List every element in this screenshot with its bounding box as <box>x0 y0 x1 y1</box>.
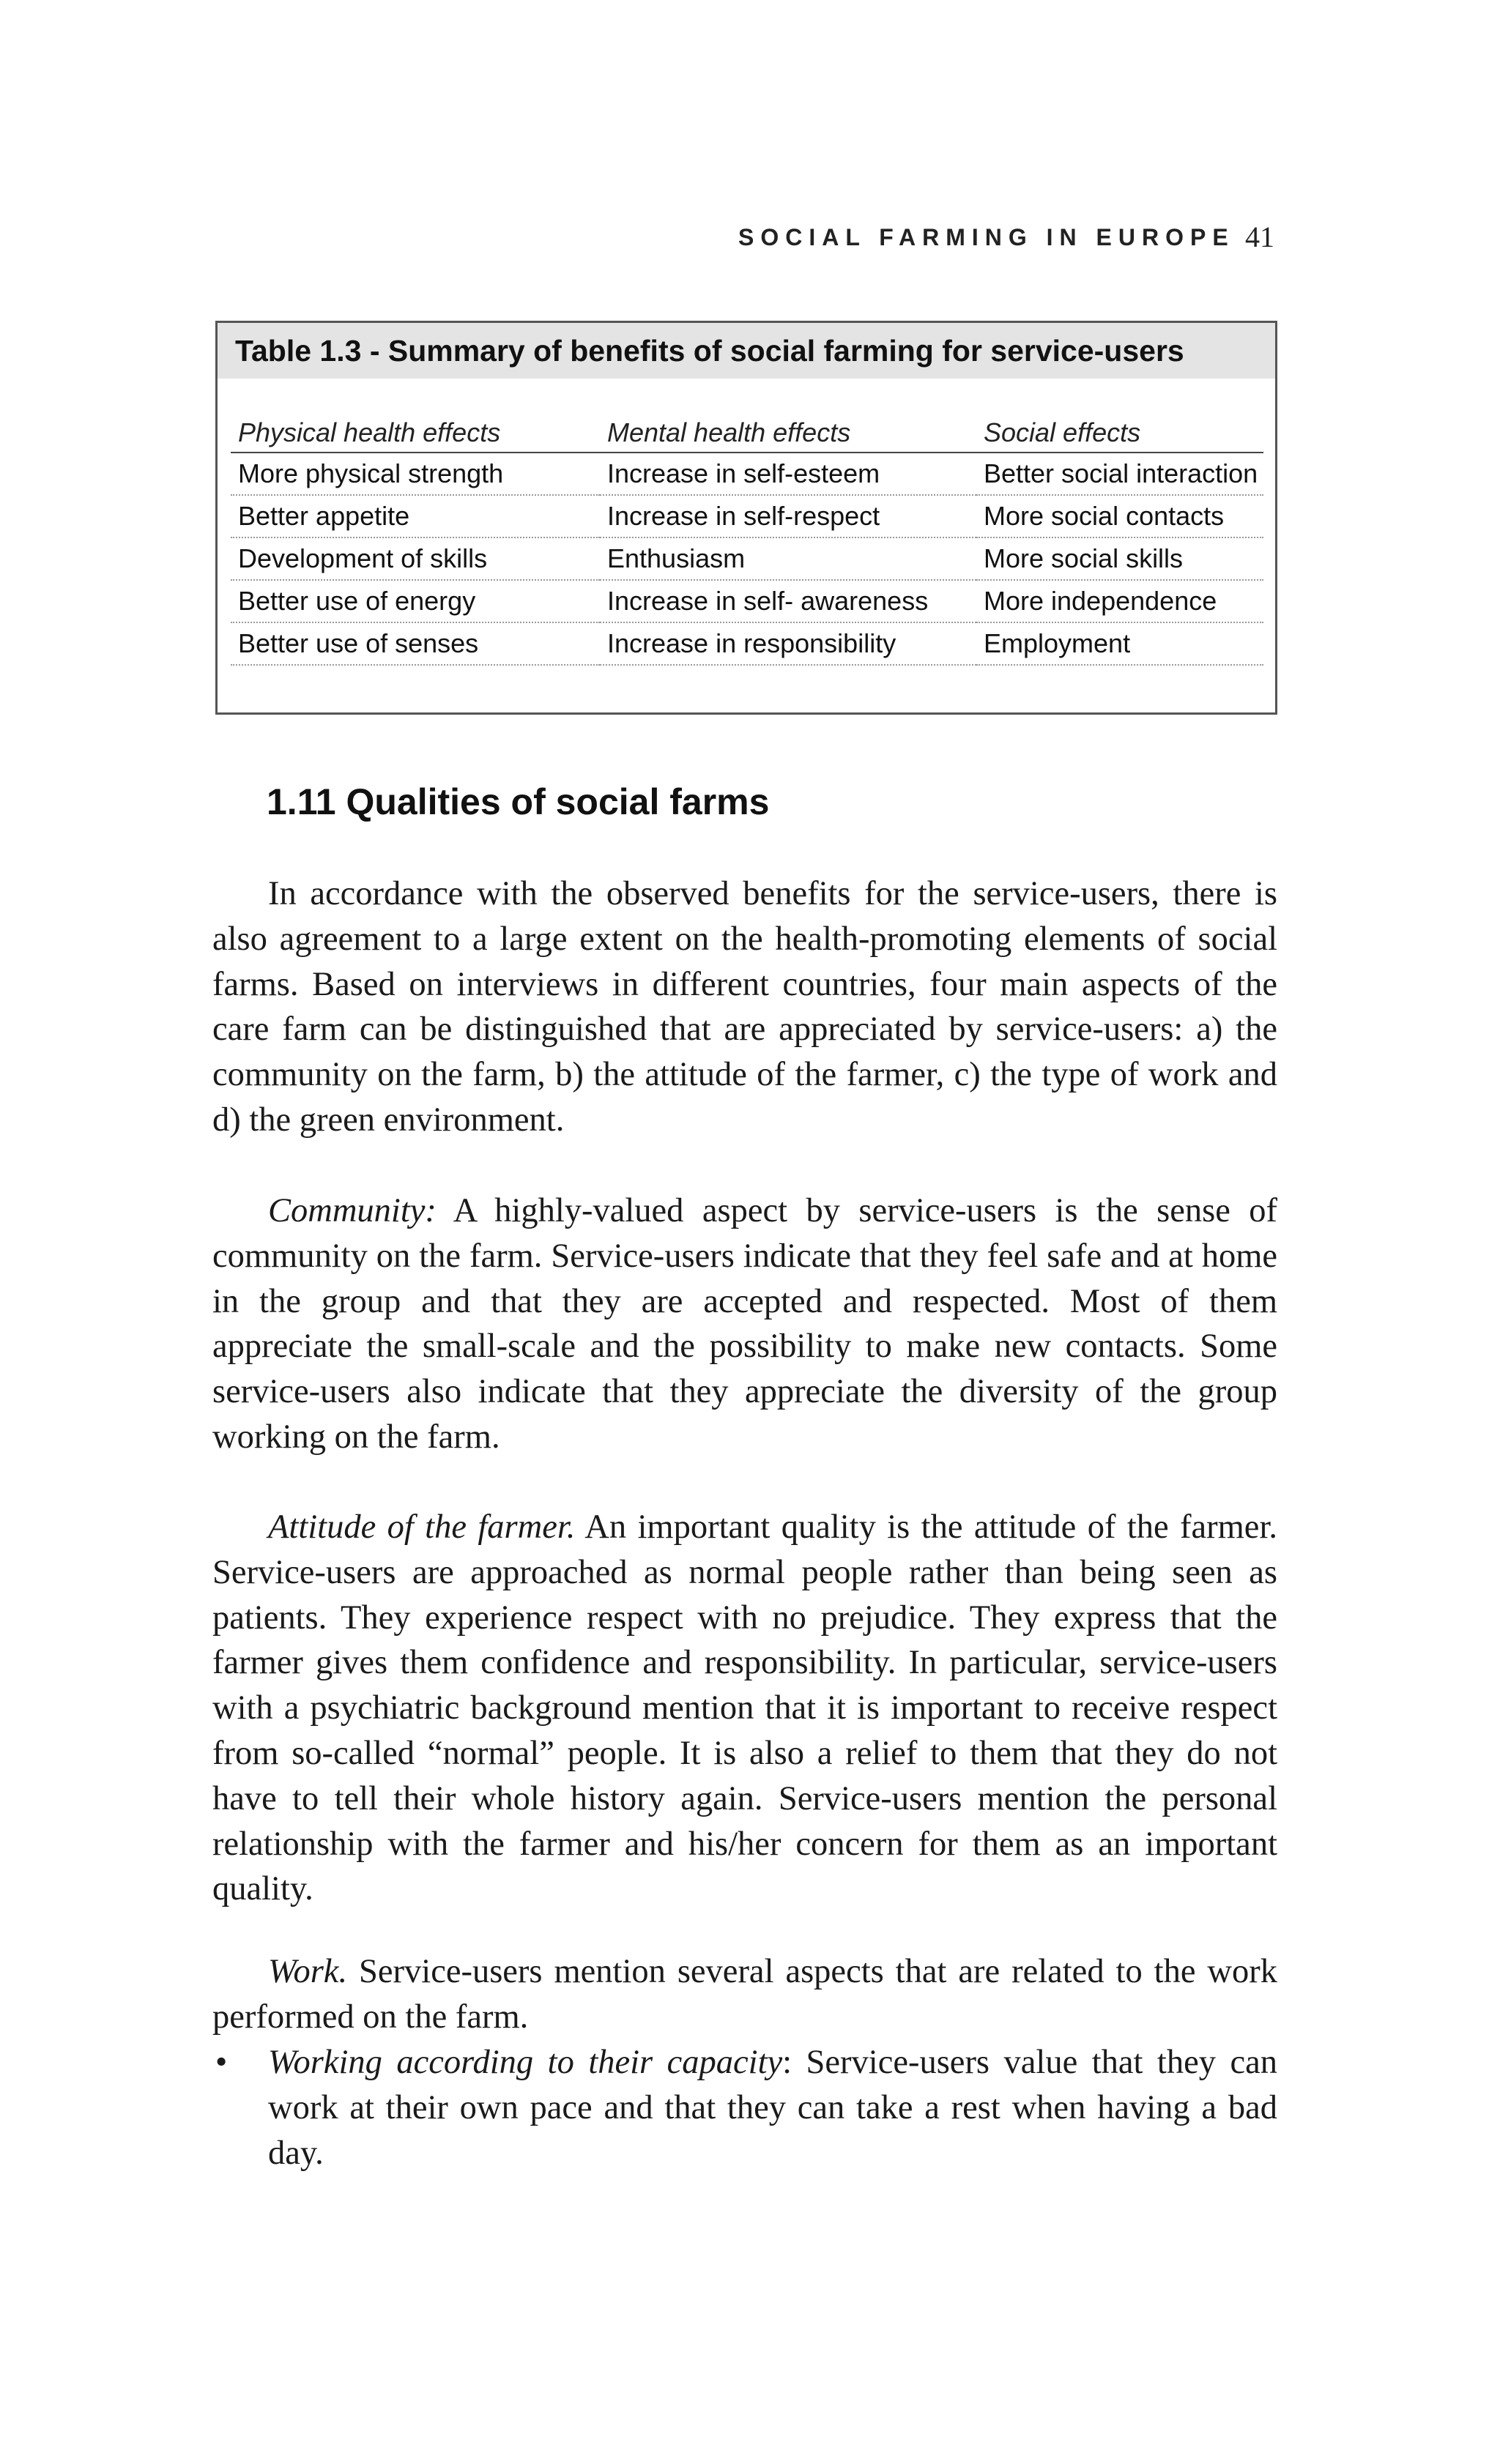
column-header: Mental health effects <box>600 414 976 453</box>
table-cell: Increase in self-respect <box>600 495 976 537</box>
work-text: Service-users mention several aspects that are related to the work performed on the farm. <box>212 1953 1277 2036</box>
community-lead: Community: <box>268 1192 437 1229</box>
bullet-text: : Service-users value that they can work at their own pace and that they can take a rest when having a bad day. <box>268 2044 1277 2172</box>
table-row <box>231 453 1263 495</box>
table-cell: Employment <box>976 622 1263 665</box>
benefits-table <box>215 321 1277 715</box>
column-header: Physical health effects <box>231 414 600 453</box>
attitude-paragraph <box>212 1505 1277 1912</box>
table-cell: Development of skills <box>231 537 600 580</box>
section-title: 1.11 Qualities of social farms <box>267 781 770 822</box>
benefits-table-grid <box>231 414 1263 666</box>
table-cell: Better use of energy <box>231 580 600 622</box>
table-row <box>231 580 1263 622</box>
table-row <box>231 537 1263 580</box>
table-row <box>231 622 1263 665</box>
bullet-lead: Working according to their capacity <box>268 2044 783 2081</box>
intro-paragraph: In accordance with the observed benefits for the service-users, there is also agreement to a large extent on the health-promoting elements of social farms. Based on interviews in different countries, four main aspects of the care farm can be distinguished that are appreciated by service-users: a) the community on the farm, b) the attitude of the farmer, c) the type of work and d) the green environment. <box>212 875 1277 1139</box>
work-paragraph <box>212 1949 1277 2040</box>
table-cell: More physical strength <box>231 453 600 495</box>
table-cell: More social skills <box>976 537 1263 580</box>
table-caption: Table 1.3 - Summary of benefits of social farming for service-users <box>218 323 1275 379</box>
table-cell: Increase in self- awareness <box>600 580 976 622</box>
community-text: A highly-valued aspect by service-users is the sense of community on the farm. Service-users indicate that they feel safe and at home in the group and that they are accepted and respected. Most of them appreciate the small-scale and the possibility to make new contacts. Some service-users also indicate that they appreciate the diversity of the group working on the farm. <box>212 1192 1277 1456</box>
table-cell: Enthusiasm <box>600 537 976 580</box>
table-cell: More independence <box>976 580 1263 622</box>
community-paragraph <box>212 1188 1277 1460</box>
table-row <box>231 495 1263 537</box>
running-header: SOCIAL FARMING IN EUROPE <box>738 224 1235 250</box>
page-number: 41 <box>1245 220 1274 253</box>
table-cell: More social contacts <box>976 495 1263 537</box>
table-header-row <box>231 414 1263 453</box>
bullet-body <box>268 2040 1277 2175</box>
bullet-marker: • <box>215 2044 228 2081</box>
attitude-lead: Attitude of the farmer. <box>268 1508 576 1546</box>
work-lead: Work. <box>268 1953 348 1990</box>
table-cell: Better appetite <box>231 495 600 537</box>
attitude-text: An important quality is the attitude of the farmer. Service-users are approached as normal people rather than being seen as patients. They experience respect with no prejudice. They express that the farmer gives them confidence and responsibility. In particular, service-users with a psychiatric background mention that it is important to receive respect from so-called “normal” people. It is also a relief to them that they do not have to tell their whole history again. Service-users mention the personal relationship with the farmer and his/her concern for them as an important quality. <box>212 1508 1277 1908</box>
table-cell: Better social interaction <box>976 453 1263 495</box>
table-cell: Better use of senses <box>231 622 600 665</box>
column-header: Social effects <box>976 414 1263 453</box>
table-cell: Increase in responsibility <box>600 622 976 665</box>
table-cell: Increase in self-esteem <box>600 453 976 495</box>
bullet-item <box>212 2040 1277 2175</box>
